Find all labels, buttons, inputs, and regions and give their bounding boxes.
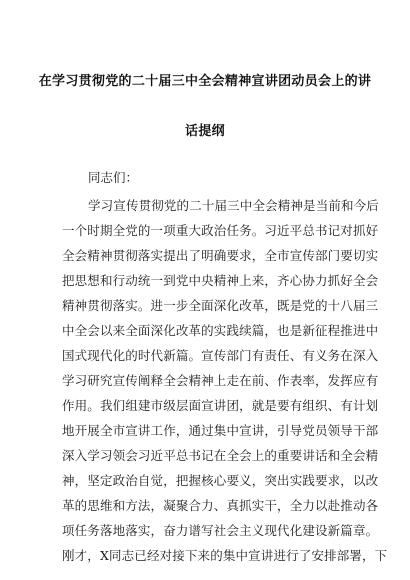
body-line: 精神贯彻落实。进一步全面深化改革，既是党的十八届三 xyxy=(62,298,379,313)
document-title-line-1: 在学习贯彻党的二十届三中全会精神宣讲团动员会上的讲 xyxy=(38,74,372,89)
body-line: 革的思维和方法，凝聚合力、真抓实干，全力以赴推动各 xyxy=(62,498,379,513)
body-line: 刚才，X同志已经对接下来的集中宣讲进行了安排部署，下 xyxy=(62,548,388,563)
body-line: 项任务落地落实，奋力谱写社会主义现代化建设新篇章。 xyxy=(62,523,379,538)
document-title-line-2: 话提纲 xyxy=(185,124,225,139)
body-line: 学习宣传贯彻党的二十届三中全会精神是当前和今后 xyxy=(88,198,379,213)
body-line: 深入学习领会习近平总书记在全会上的重要讲话和全会精 xyxy=(62,448,379,463)
body-line: 国式现代化的时代新篇。宣传部门有责任、有义务在深入 xyxy=(62,348,379,363)
body-line: 神，坚定政治自觉，把握核心要义，突出实践要求，以改 xyxy=(62,473,379,488)
body-line: 作用。我们组建市级层面宣讲团，就是要有组织、有计划 xyxy=(62,398,379,413)
body-line: 把思想和行动统一到党中央精神上来，齐心协力抓好全会 xyxy=(62,273,379,288)
body-line: 全会精神贯彻落实提出了明确要求，全市宣传部门要切实 xyxy=(62,248,379,263)
body-line: 中全会以来全面深化改革的实践续篇，也是新征程推进中 xyxy=(62,323,379,338)
salutation: 同志们： xyxy=(88,170,139,185)
body-line: 地开展全市宣讲工作，通过集中宣讲，引导党员领导干部 xyxy=(62,423,379,438)
body-line: 学习研究宣传阐释全会精神上走在前、作表率，发挥应有 xyxy=(62,373,379,388)
body-line: 一个时期全党的一项重大政治任务。习近平总书记对抓好 xyxy=(62,223,379,238)
